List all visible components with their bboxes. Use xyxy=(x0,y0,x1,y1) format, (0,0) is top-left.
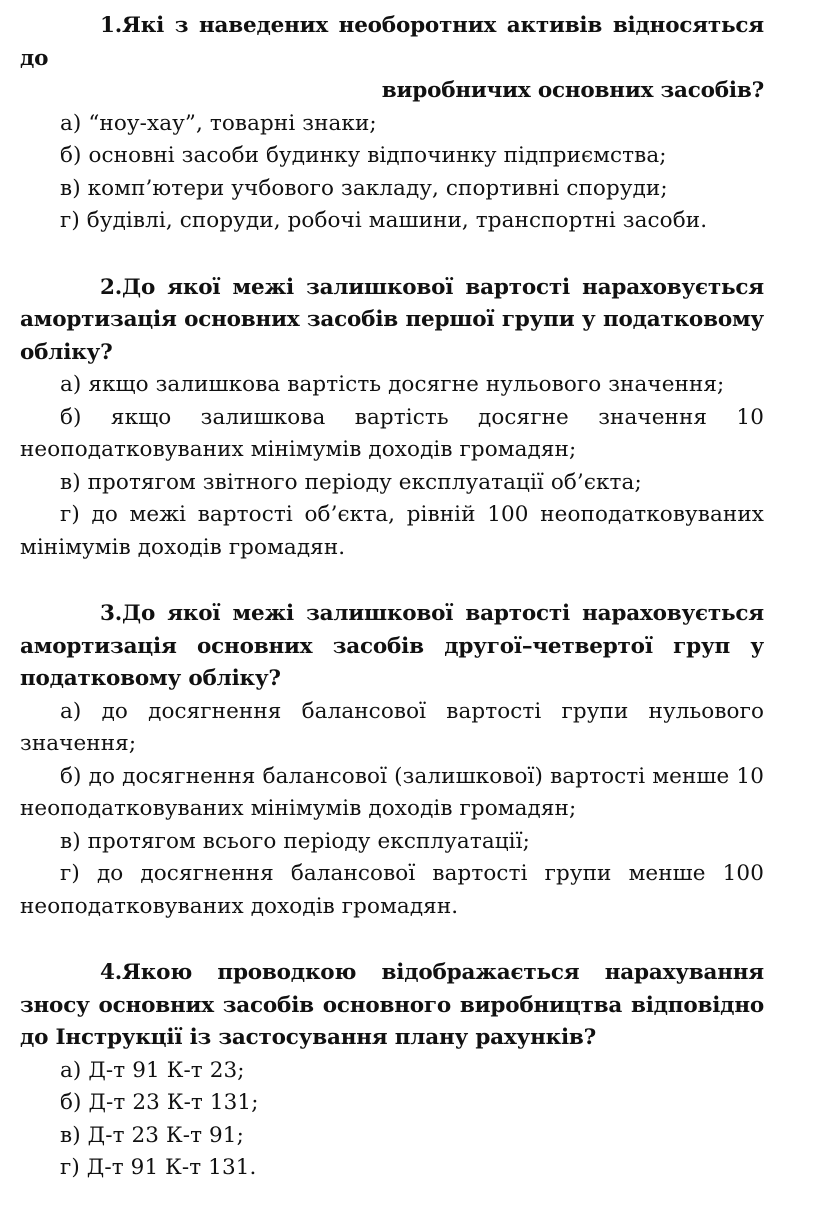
answer-option-a: а) Д-т 91 К-т 23; xyxy=(60,1057,245,1083)
question-text: До якої межі залишкової вартості нараховується амортизація основних засобів другої–четвертої груп у податковому обліку? xyxy=(20,601,764,691)
answer-option-d: г) до досягнення балансової вартості групи менше 100 неоподатковуваних доходів громадян. xyxy=(20,861,764,919)
question-text: Якою проводкою відображається нарахування зносу основних засобів основного виробництва відповідно до Інструкції із застосування плану рахунків? xyxy=(20,960,764,1050)
document-page xyxy=(20,10,764,1219)
question-text-line1: Які з наведених необоротних активів відносяться до xyxy=(20,13,764,71)
answer-option-b: б) основні засоби будинку відпочинку підприємства; xyxy=(60,143,667,168)
answer-option-a: а) якщо залишкова вартість досягне нульового значення; xyxy=(60,372,725,397)
answer-option-c: в) комп’ютери учбового закладу, спортивні споруди; xyxy=(60,175,668,201)
question-number: 2. xyxy=(100,274,123,300)
answer-option-c: в) Д-т 23 К-т 91; xyxy=(60,1122,244,1148)
question-number: 4. xyxy=(100,960,123,985)
answer-option-b: б) Д-т 23 К-т 131; xyxy=(60,1090,259,1115)
question-number: 1. xyxy=(100,13,123,38)
question-3-heading xyxy=(20,598,764,696)
question-4 xyxy=(20,957,764,1185)
answer-option-d: г) будівлі, споруди, робочі машини, транспортні засоби. xyxy=(60,208,708,233)
question-2-heading xyxy=(20,272,764,370)
answer-option-c: в) протягом звітного періоду експлуатації об’єкта; xyxy=(60,469,642,495)
question-2 xyxy=(20,272,764,565)
question-text-line2: виробничих основних засобів? xyxy=(381,78,764,103)
question-4-heading xyxy=(20,957,764,1055)
answer-option-a: а) до досягнення балансової вартості групи нульового значення; xyxy=(20,698,764,756)
question-1 xyxy=(20,10,764,238)
answer-option-b: б) якщо залишкова вартість досягне значення 10 неоподатковуваних мінімумів доходів громадян; xyxy=(20,404,764,462)
answer-option-d: г) Д-т 91 К-т 131. xyxy=(60,1155,257,1180)
answer-option-a: а) “ноу-хау”, товарні знаки; xyxy=(60,110,377,136)
answer-option-c: в) протягом всього періоду експлуатації; xyxy=(60,828,530,854)
answer-option-d: г) до межі вартості об’єкта, рівній 100 неоподатковуваних мінімумів доходів громадян. xyxy=(20,502,764,560)
answer-option-b: б) до досягнення балансової (залишкової) вартості менше 10 неоподатковуваних мінімумів доходів громадян; xyxy=(20,763,764,821)
question-text: До якої межі залишкової вартості нараховується амортизація основних засобів першої групи у податковому обліку? xyxy=(20,274,764,365)
question-3 xyxy=(20,598,764,923)
question-number: 3. xyxy=(100,601,123,626)
question-1-heading xyxy=(20,10,764,108)
